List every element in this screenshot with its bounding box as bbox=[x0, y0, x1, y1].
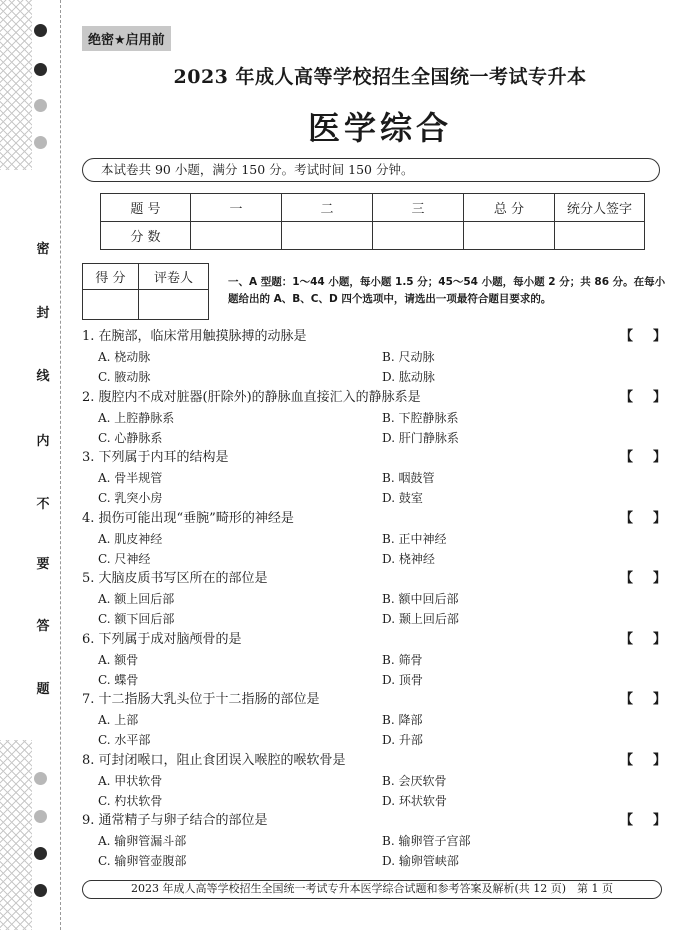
hatch-pattern-top bbox=[0, 0, 32, 170]
question-stem: 9. 通常精子与卵子结合的部位是 bbox=[82, 813, 268, 828]
confidential-badge: 绝密★启用前 bbox=[82, 26, 171, 51]
grader-name-cell[interactable] bbox=[139, 290, 209, 320]
answer-bracket[interactable]: 【 】 bbox=[620, 329, 666, 344]
score-input-cell[interactable] bbox=[191, 222, 282, 250]
question-stem: 4. 损伤可能出现“垂腕”畸形的神经是 bbox=[82, 510, 294, 526]
seal-char: 封 bbox=[36, 306, 50, 321]
grader-name-label: 评卷人 bbox=[139, 264, 209, 290]
option-a[interactable]: A. 额骨 bbox=[98, 652, 139, 667]
exam-notice: 本试卷共 90 小题，满分 150 分。考试时间 150 分钟。 bbox=[82, 158, 660, 182]
option-d[interactable]: D. 桡神经 bbox=[382, 551, 435, 566]
option-c[interactable]: C. 乳突小房 bbox=[98, 491, 163, 505]
seal-char: 不 bbox=[36, 497, 50, 512]
option-a[interactable]: A. 上部 bbox=[98, 713, 139, 727]
option-b[interactable]: B. 筛骨 bbox=[382, 652, 423, 667]
option-c[interactable]: C. 杓状软骨 bbox=[98, 793, 163, 808]
score-table-cell: 分 数 bbox=[101, 222, 191, 250]
binding-hole bbox=[34, 63, 47, 76]
question bbox=[82, 509, 672, 569]
option-a[interactable]: A. 输卵管漏斗部 bbox=[98, 834, 187, 848]
answer-bracket[interactable]: 【 】 bbox=[620, 450, 666, 465]
question-stem: 2. 腹腔内不成对脏器(肝除外)的静脉血直接汇入的静脉系是 bbox=[82, 389, 421, 405]
binding-hole bbox=[34, 772, 47, 785]
question bbox=[82, 690, 672, 750]
score-table-cell: 总 分 bbox=[464, 194, 555, 222]
grader-score-label: 得 分 bbox=[83, 264, 139, 290]
option-b[interactable]: B. 咽鼓管 bbox=[382, 471, 435, 485]
score-table-cell: 一 bbox=[191, 194, 282, 222]
seal-char: 要 bbox=[36, 557, 50, 572]
score-table bbox=[100, 193, 645, 250]
binding-hole bbox=[34, 24, 47, 37]
section-instructions: 一、A 型题：1～44 小题，每小题 1.5 分；45～54 小题，每小题 2 分；共 86 分。在每小题给出的 A、B、C、D 四个选项中，请选出一项最符合题目要求的。 bbox=[228, 276, 666, 305]
score-table-cell: 三 bbox=[373, 194, 464, 222]
seal-char: 内 bbox=[36, 434, 50, 449]
grader-box bbox=[82, 263, 209, 320]
option-d[interactable]: D. 肱动脉 bbox=[382, 370, 435, 384]
option-a[interactable]: A. 骨半规管 bbox=[98, 471, 163, 485]
option-b[interactable]: B. 降部 bbox=[382, 713, 423, 727]
binding-hole bbox=[34, 847, 47, 860]
option-d[interactable]: D. 顶骨 bbox=[382, 672, 423, 687]
answer-bracket[interactable]: 【 】 bbox=[620, 510, 666, 526]
option-a[interactable]: A. 肌皮神经 bbox=[98, 531, 163, 546]
option-b[interactable]: B. 下腔静脉系 bbox=[382, 410, 459, 425]
score-table-header-row bbox=[101, 194, 645, 222]
option-d[interactable]: D. 颞上回后部 bbox=[382, 612, 459, 626]
option-d[interactable]: D. 输卵管峡部 bbox=[382, 854, 459, 868]
answer-bracket[interactable]: 【 】 bbox=[620, 752, 666, 768]
option-c[interactable]: C. 水平部 bbox=[98, 733, 151, 747]
binding-hole bbox=[34, 136, 47, 149]
seal-char: 线 bbox=[36, 369, 50, 384]
option-d[interactable]: D. 鼓室 bbox=[382, 491, 423, 505]
option-c[interactable]: C. 蝶骨 bbox=[98, 672, 139, 687]
question-stem: 1. 在腕部，临床常用触摸脉搏的动脉是 bbox=[82, 329, 307, 344]
score-table-cell: 二 bbox=[282, 194, 373, 222]
answer-bracket[interactable]: 【 】 bbox=[620, 571, 666, 586]
grader-score-cell[interactable] bbox=[83, 290, 139, 320]
option-d[interactable]: D. 环状软骨 bbox=[382, 793, 447, 808]
exam-title: 2023 年成人高等学校招生全国统一考试专升本 bbox=[173, 66, 587, 88]
seal-char: 密 bbox=[36, 242, 50, 257]
seal-char: 答 bbox=[36, 619, 50, 634]
question bbox=[82, 811, 672, 871]
option-c[interactable]: C. 心静脉系 bbox=[98, 430, 163, 445]
binding-margin bbox=[0, 0, 70, 930]
option-b[interactable]: B. 会厌软骨 bbox=[382, 773, 447, 788]
option-b[interactable]: B. 额中回后部 bbox=[382, 592, 459, 606]
option-d[interactable]: D. 肝门静脉系 bbox=[382, 430, 459, 445]
binding-hole bbox=[34, 810, 47, 823]
question-stem: 8. 可封闭喉口，阻止食团误入喉腔的喉软骨是 bbox=[82, 752, 346, 768]
question-stem: 7. 十二指肠大乳头位于十二指肠的部位是 bbox=[82, 692, 320, 707]
option-c[interactable]: C. 尺神经 bbox=[98, 551, 151, 566]
option-b[interactable]: B. 正中神经 bbox=[382, 531, 447, 546]
option-d[interactable]: D. 升部 bbox=[382, 733, 423, 747]
option-b[interactable]: B. 尺动脉 bbox=[382, 350, 435, 364]
hatch-pattern-bottom bbox=[0, 740, 32, 930]
question-stem: 6. 下列属于成对脑颅骨的是 bbox=[82, 631, 242, 647]
question-stem: 5. 大脑皮质书写区所在的部位是 bbox=[82, 571, 268, 586]
option-a[interactable]: A. 上腔静脉系 bbox=[98, 410, 175, 425]
score-input-cell[interactable] bbox=[555, 222, 645, 250]
score-table-cell: 统分人签字 bbox=[555, 194, 645, 222]
question bbox=[82, 388, 672, 448]
score-table-value-row bbox=[101, 222, 645, 250]
question bbox=[82, 448, 672, 508]
score-table-cell: 题 号 bbox=[101, 194, 191, 222]
question bbox=[82, 751, 672, 811]
answer-bracket[interactable]: 【 】 bbox=[620, 389, 666, 405]
answer-bracket[interactable]: 【 】 bbox=[620, 813, 666, 828]
option-a[interactable]: A. 甲状软骨 bbox=[98, 773, 163, 788]
score-input-cell[interactable] bbox=[373, 222, 464, 250]
option-c[interactable]: C. 腋动脉 bbox=[98, 370, 151, 384]
question-stem: 3. 下列属于内耳的结构是 bbox=[82, 450, 229, 465]
question bbox=[82, 569, 672, 629]
option-c[interactable]: C. 输卵管壶腹部 bbox=[98, 854, 187, 868]
question bbox=[82, 630, 672, 690]
question bbox=[82, 327, 672, 387]
subject-title: 医学综合 bbox=[307, 109, 452, 147]
option-a[interactable]: A. 桡动脉 bbox=[98, 350, 151, 364]
binding-hole bbox=[34, 99, 47, 112]
option-b[interactable]: B. 输卵管子宫部 bbox=[382, 834, 471, 848]
page-footer: 2023 年成人高等学校招生全国统一考试专升本医学综合试题和参考答案及解析(共 12 页) 第 1 页 bbox=[82, 880, 662, 899]
seal-char: 题 bbox=[36, 682, 50, 697]
score-input-cell[interactable] bbox=[464, 222, 555, 250]
seal-cut-line bbox=[60, 0, 61, 930]
score-input-cell[interactable] bbox=[282, 222, 373, 250]
option-a[interactable]: A. 额上回后部 bbox=[98, 592, 175, 606]
answer-bracket[interactable]: 【 】 bbox=[620, 631, 666, 647]
answer-bracket[interactable]: 【 】 bbox=[620, 692, 666, 707]
binding-hole bbox=[34, 884, 47, 897]
option-c[interactable]: C. 额下回后部 bbox=[98, 612, 175, 626]
